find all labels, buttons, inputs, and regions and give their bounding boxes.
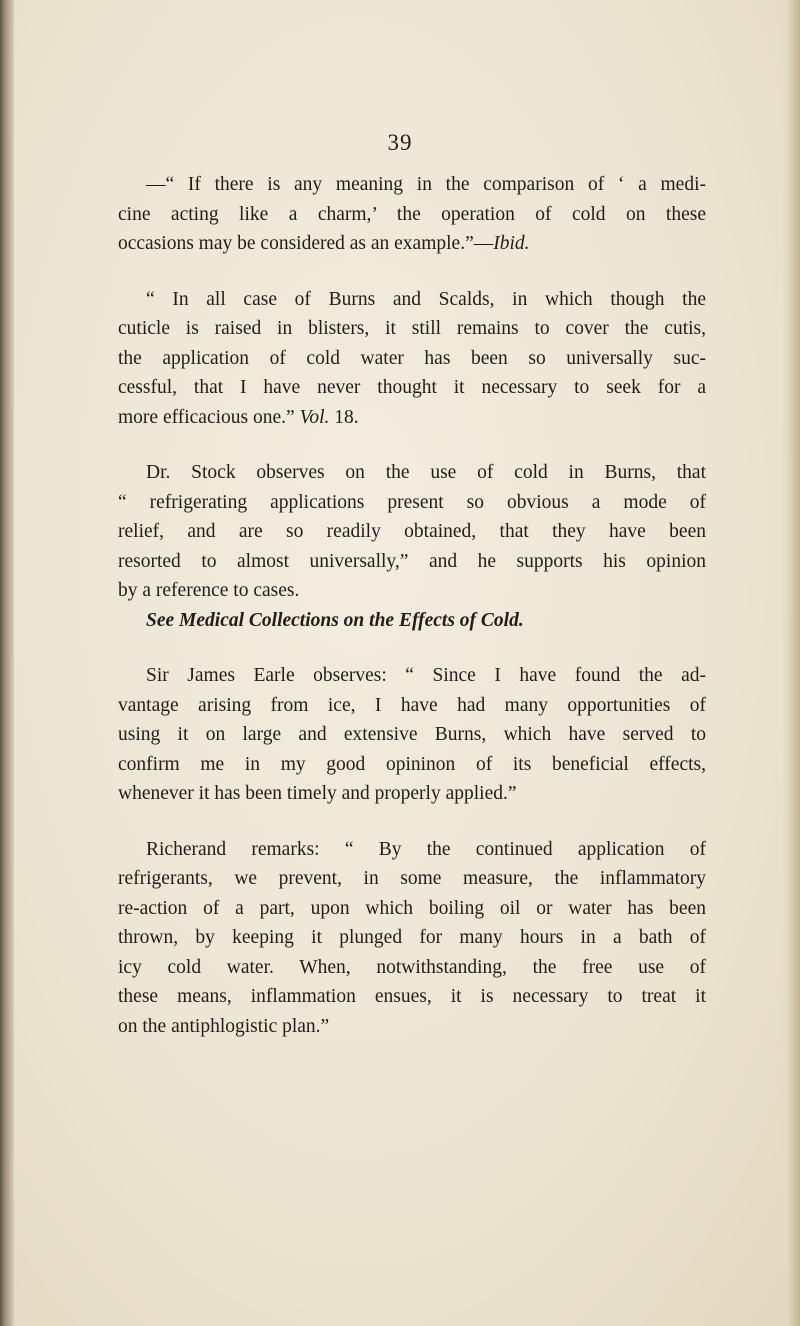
paragraph-1	[118, 170, 706, 259]
text-line: re-action of a part, upon which boiling oil or water has been	[118, 897, 706, 919]
volume-citation: Vol.	[299, 406, 330, 428]
text-line: icy cold water. When, notwithstanding, the free use of	[118, 956, 706, 978]
paragraph-4	[118, 661, 706, 809]
text-line: cuticle is raised in blisters, it still remains to cover the cutis,	[118, 318, 706, 339]
page-number: 39	[387, 130, 413, 155]
paragraph-2	[118, 285, 706, 433]
text-line: vantage arising from ice, I have had many opportunities of	[118, 694, 706, 716]
text-line: relief, and are so readily obtained, that they have been	[118, 521, 706, 542]
text-line: whenever it has been timely and properly applied.”	[118, 783, 517, 804]
reference-citation: See Medical Collections on the Effects of Cold.	[146, 609, 524, 631]
text-line: thrown, by keeping it plunged for many hours in a bath of	[118, 927, 706, 948]
text-line: “ refrigerating applications present so obvious a mode of	[118, 491, 706, 513]
text-fragment: more efficacious one.”	[118, 406, 300, 428]
text-line: the application of cold water has been so universally suc-	[118, 347, 706, 369]
ibid-citation: Ibid.	[493, 233, 530, 254]
page-edge-right	[782, 0, 800, 1326]
text-line	[118, 229, 706, 259]
text-line: on the antiphlogistic plan.”	[118, 1015, 330, 1037]
text-line: “ In all case of Burns and Scalds, in which though the	[146, 288, 706, 310]
text-fragment: 18.	[329, 406, 359, 428]
text-line: by a reference to cases.	[118, 580, 300, 601]
text-line: —“ If there is any meaning in the comparison of ‘ a medi-	[146, 174, 706, 195]
text-line	[118, 403, 706, 433]
text-line: cessful, that I have never thought it necessary to seek for a	[118, 377, 706, 398]
page-body	[118, 170, 706, 1067]
text-line: Sir James Earle observes: “ Since I have found the ad-	[146, 665, 706, 686]
text-line: refrigerants, we prevent, in some measure, the inflammatory	[118, 868, 706, 889]
paragraph-3	[118, 458, 706, 635]
text-line: using it on large and extensive Burns, which have served to	[118, 724, 706, 745]
text-line: these means, inflammation ensues, it is necessary to treat it	[118, 986, 706, 1007]
paragraph-5	[118, 835, 706, 1042]
text-line: cine acting like a charm,’ the operation of cold on these	[118, 203, 706, 225]
text-fragment: occasions may be considered as an example.”—	[118, 233, 494, 254]
text-line: confirm me in my good opininon of its beneficial effects,	[118, 753, 706, 775]
page-edge-left	[0, 0, 14, 1326]
text-line: Dr. Stock observes on the use of cold in Burns, that	[146, 462, 706, 483]
text-line: Richerand remarks: “ By the continued application of	[146, 838, 706, 860]
text-line: resorted to almost universally,” and he supports his opinion	[118, 550, 706, 572]
